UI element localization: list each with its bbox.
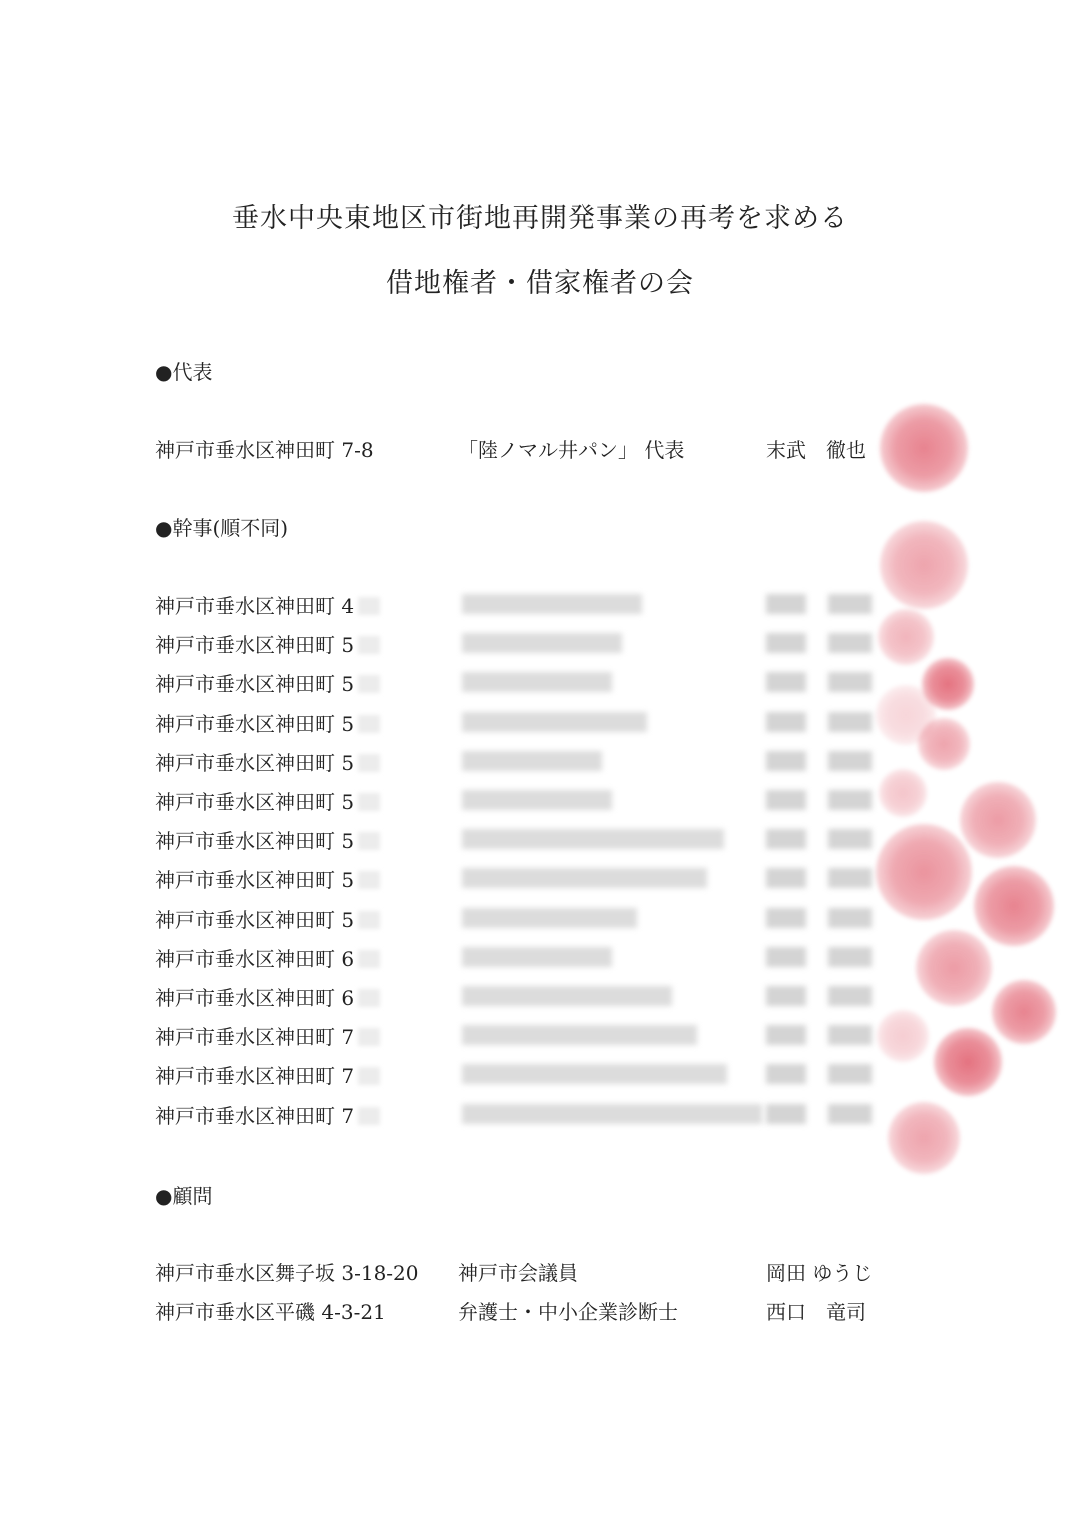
seal-stamp — [992, 980, 1056, 1044]
advisor-address: 神戸市垂水区舞子坂 3-18-20 — [155, 1261, 419, 1285]
secretary-address — [155, 904, 380, 933]
secretary-address — [155, 786, 380, 815]
secretary-address-text: 神戸市垂水区神田町 5 — [155, 790, 355, 814]
secretary-row — [0, 1060, 1080, 1090]
secretary-address — [155, 629, 380, 658]
advisors-heading: ●顧問 — [155, 1184, 213, 1208]
seal-stamp — [934, 1028, 1002, 1096]
redacted-surname — [766, 1104, 806, 1124]
redacted-organization — [462, 790, 612, 810]
secretary-address — [155, 943, 380, 972]
redacted-number — [358, 950, 380, 968]
redacted-given-name — [828, 868, 872, 888]
redacted-number — [358, 754, 380, 772]
advisor-row — [0, 1257, 1080, 1287]
redacted-organization — [462, 868, 707, 888]
seal-stamp — [960, 782, 1036, 858]
redacted-surname — [766, 947, 806, 967]
seal-stamp — [916, 930, 992, 1006]
redacted-organization — [462, 947, 612, 967]
secretary-address — [155, 747, 380, 776]
redacted-given-name — [828, 1025, 872, 1045]
redacted-surname — [766, 712, 806, 732]
redacted-surname — [766, 1064, 806, 1084]
redacted-organization — [462, 751, 602, 771]
redacted-given-name — [828, 829, 872, 849]
secretary-address-text: 神戸市垂水区神田町 7 — [155, 1025, 355, 1050]
seal-stamp — [878, 609, 934, 665]
secretary-address-text: 神戸市垂水区神田町 5 — [155, 868, 355, 893]
redacted-organization — [462, 986, 672, 1006]
redacted-organization — [462, 1064, 727, 1084]
redacted-number — [358, 715, 380, 733]
redacted-organization — [462, 1025, 697, 1045]
advisor-address: 神戸市垂水区平磯 4-3-21 — [155, 1300, 386, 1324]
redacted-number — [358, 871, 380, 889]
secretary-address-text: 神戸市垂水区神田町 5 — [155, 750, 355, 775]
secretary-address-text: 神戸市垂水区神田町 7 — [155, 1103, 355, 1128]
seal-stamp — [888, 1102, 960, 1174]
redacted-surname — [766, 1025, 806, 1045]
redacted-surname — [766, 751, 806, 771]
redacted-surname — [766, 672, 806, 692]
redacted-number — [358, 597, 380, 615]
representative-heading: ●代表 — [155, 360, 213, 384]
redacted-given-name — [828, 751, 872, 771]
redacted-given-name — [828, 790, 872, 810]
representative-address: 神戸市垂水区神田町 7-8 — [155, 438, 374, 462]
seal-stamp — [880, 404, 968, 492]
redacted-number — [358, 832, 380, 850]
seal-stamp — [880, 521, 968, 609]
redacted-organization — [462, 633, 622, 653]
redacted-surname — [766, 790, 806, 810]
redacted-organization — [462, 908, 637, 928]
advisor-name: 西口 竜司 — [766, 1300, 866, 1324]
secretary-address-text: 神戸市垂水区神田町 5 — [155, 907, 355, 932]
redacted-organization — [462, 672, 612, 692]
secretary-address — [155, 668, 380, 697]
redacted-number — [358, 1107, 380, 1125]
secretaries-heading: ●幹事(順不同) — [155, 516, 289, 540]
secretary-address-text: 神戸市垂水区神田町 6 — [155, 946, 355, 971]
redacted-organization — [462, 594, 642, 614]
secretary-address-text: 神戸市垂水区神田町 6 — [155, 986, 355, 1010]
representative-organization: 「陸ノマル井パン」 代表 — [458, 438, 685, 462]
redacted-given-name — [828, 1064, 872, 1084]
secretary-address-text: 神戸市垂水区神田町 5 — [155, 711, 355, 736]
secretary-address-text: 神戸市垂水区神田町 5 — [155, 829, 355, 854]
advisor-organization: 弁護士・中小企業診断士 — [458, 1300, 678, 1324]
secretary-address-text: 神戸市垂水区神田町 5 — [155, 672, 355, 697]
redacted-given-name — [828, 947, 872, 967]
redacted-given-name — [828, 594, 872, 614]
secretary-address-text: 神戸市垂水区神田町 7 — [155, 1064, 355, 1089]
redacted-surname — [766, 829, 806, 849]
redacted-surname — [766, 986, 806, 1006]
secretary-address — [155, 825, 380, 854]
redacted-number — [358, 675, 380, 693]
redacted-organization — [462, 829, 724, 849]
seal-stamp — [974, 866, 1054, 946]
secretary-address — [155, 1060, 380, 1089]
redacted-number — [358, 989, 380, 1007]
redacted-organization — [462, 1104, 762, 1124]
seal-stamp — [877, 1010, 929, 1062]
secretary-address — [155, 1100, 380, 1129]
secretary-address — [155, 864, 380, 893]
redacted-surname — [766, 594, 806, 614]
secretary-row — [0, 747, 1080, 777]
redacted-surname — [766, 908, 806, 928]
secretary-address — [155, 708, 380, 737]
advisor-name: 岡田 ゆうじ — [766, 1261, 873, 1285]
seal-stamp — [879, 769, 927, 817]
secretary-address — [155, 982, 380, 1011]
redacted-organization — [462, 712, 647, 732]
seal-stamp — [918, 718, 970, 770]
redacted-number — [358, 1028, 380, 1046]
redacted-number — [358, 1067, 380, 1085]
secretary-address-text: 神戸市垂水区神田町 4 — [155, 594, 355, 618]
redacted-given-name — [828, 672, 872, 692]
secretary-row — [0, 982, 1080, 1012]
redacted-number — [358, 793, 380, 811]
document-title-line1: 垂水中央東地区市街地再開発事業の再考を求める — [232, 203, 848, 234]
redacted-given-name — [828, 712, 872, 732]
redacted-number — [358, 911, 380, 929]
secretary-address-text: 神戸市垂水区神田町 5 — [155, 633, 355, 658]
advisor-organization: 神戸市会議員 — [458, 1261, 578, 1285]
redacted-number — [358, 636, 380, 654]
advisor-row — [0, 1296, 1080, 1326]
redacted-surname — [766, 633, 806, 653]
redacted-given-name — [828, 1104, 872, 1124]
redacted-given-name — [828, 986, 872, 1006]
redacted-surname — [766, 868, 806, 888]
representative-name: 末武 徹也 — [766, 438, 866, 462]
seal-stamp — [876, 824, 972, 920]
secretary-address — [155, 1021, 380, 1050]
redacted-given-name — [828, 633, 872, 653]
redacted-given-name — [828, 908, 872, 928]
secretary-address — [155, 590, 380, 619]
document-title-line2: 借地権者・借家権者の会 — [386, 268, 694, 299]
